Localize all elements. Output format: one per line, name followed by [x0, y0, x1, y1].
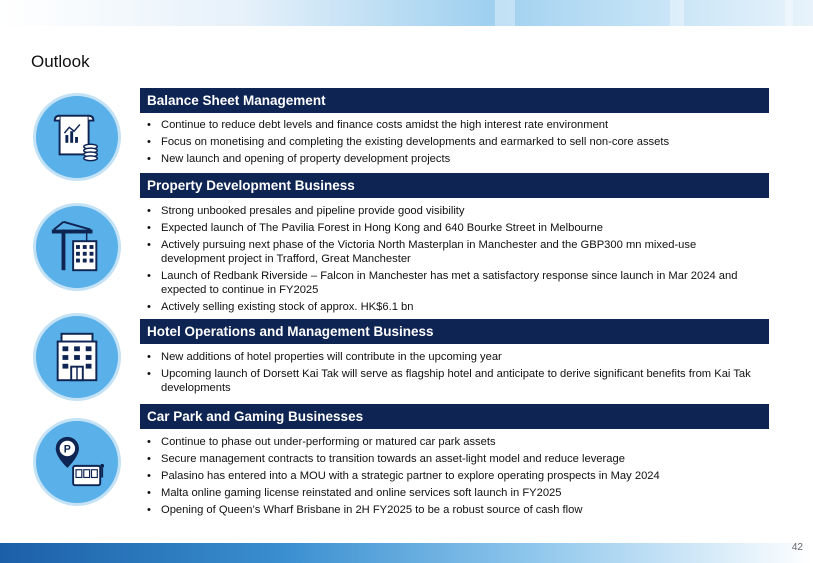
- construction-crane-icon: [33, 203, 121, 291]
- financial-report-icon: [33, 93, 121, 181]
- list-item: • Actively selling existing stock of approx. HK$6.1 bn: [147, 300, 762, 314]
- list-item: • Launch of Redbank Riverside – Falcon in Manchester has met a satisfactory response since launch in Mar 2024 and expected to continue in FY2025: [147, 269, 762, 297]
- list-item: • Upcoming launch of Dorsett Kai Tak will serve as flagship hotel and anticipate to derive significant benefits from Kai Tak developments: [147, 367, 762, 395]
- band-block: [670, 0, 684, 26]
- list-item: • New additions of hotel properties will contribute in the upcoming year: [147, 350, 762, 364]
- bullet-list-hotel-operations: [147, 350, 762, 398]
- parking-slot-machine-icon: [33, 418, 121, 506]
- bottom-decorative-band: [0, 543, 813, 563]
- list-item: • Focus on monetising and completing the existing developments and earmarked to sell non-core assets: [147, 135, 762, 149]
- list-item: • Opening of Queen’s Wharf Brisbane in 2H FY2025 to be a robust source of cash flow: [147, 503, 762, 517]
- svg-text:P: P: [63, 443, 71, 456]
- hotel-building-icon: [33, 313, 121, 401]
- band-block: [495, 0, 515, 26]
- list-item: • Malta online gaming license reinstated and online services soft launch in FY2025: [147, 486, 762, 500]
- section-header-car-park-gaming: Car Park and Gaming Businesses: [140, 404, 769, 429]
- list-item: • Palasino has entered into a MOU with a strategic partner to explore operating prospects in May 2024: [147, 469, 762, 483]
- list-item: • Continue to reduce debt levels and finance costs amidst the high interest rate environment: [147, 118, 762, 132]
- list-item: • Actively pursuing next phase of the Victoria North Masterplan in Manchester and the GBP300 mn mixed-use development project in Trafford, Great Manchester: [147, 238, 762, 266]
- list-item: • Secure management contracts to transition towards an asset-light model and reduce leverage: [147, 452, 762, 466]
- page-number: 42: [791, 542, 803, 553]
- bullet-list-property-development: [147, 204, 762, 317]
- section-header-balance-sheet: Balance Sheet Management: [140, 88, 769, 113]
- page-title: Outlook: [31, 52, 90, 71]
- section-header-hotel-operations: Hotel Operations and Management Business: [140, 319, 769, 344]
- list-item: • New launch and opening of property development projects: [147, 152, 762, 166]
- list-item: • Continue to phase out under-performing or matured car park assets: [147, 435, 762, 449]
- list-item: • Expected launch of The Pavilia Forest in Hong Kong and 640 Bourke Street in Melbourne: [147, 221, 762, 235]
- list-item: • Strong unbooked presales and pipeline provide good visibility: [147, 204, 762, 218]
- bullet-list-balance-sheet: [147, 118, 762, 169]
- section-header-property-development: Property Development Business: [140, 173, 769, 198]
- top-decorative-band: [0, 0, 813, 26]
- bullet-list-car-park-gaming: [147, 435, 762, 520]
- band-block: [785, 0, 793, 26]
